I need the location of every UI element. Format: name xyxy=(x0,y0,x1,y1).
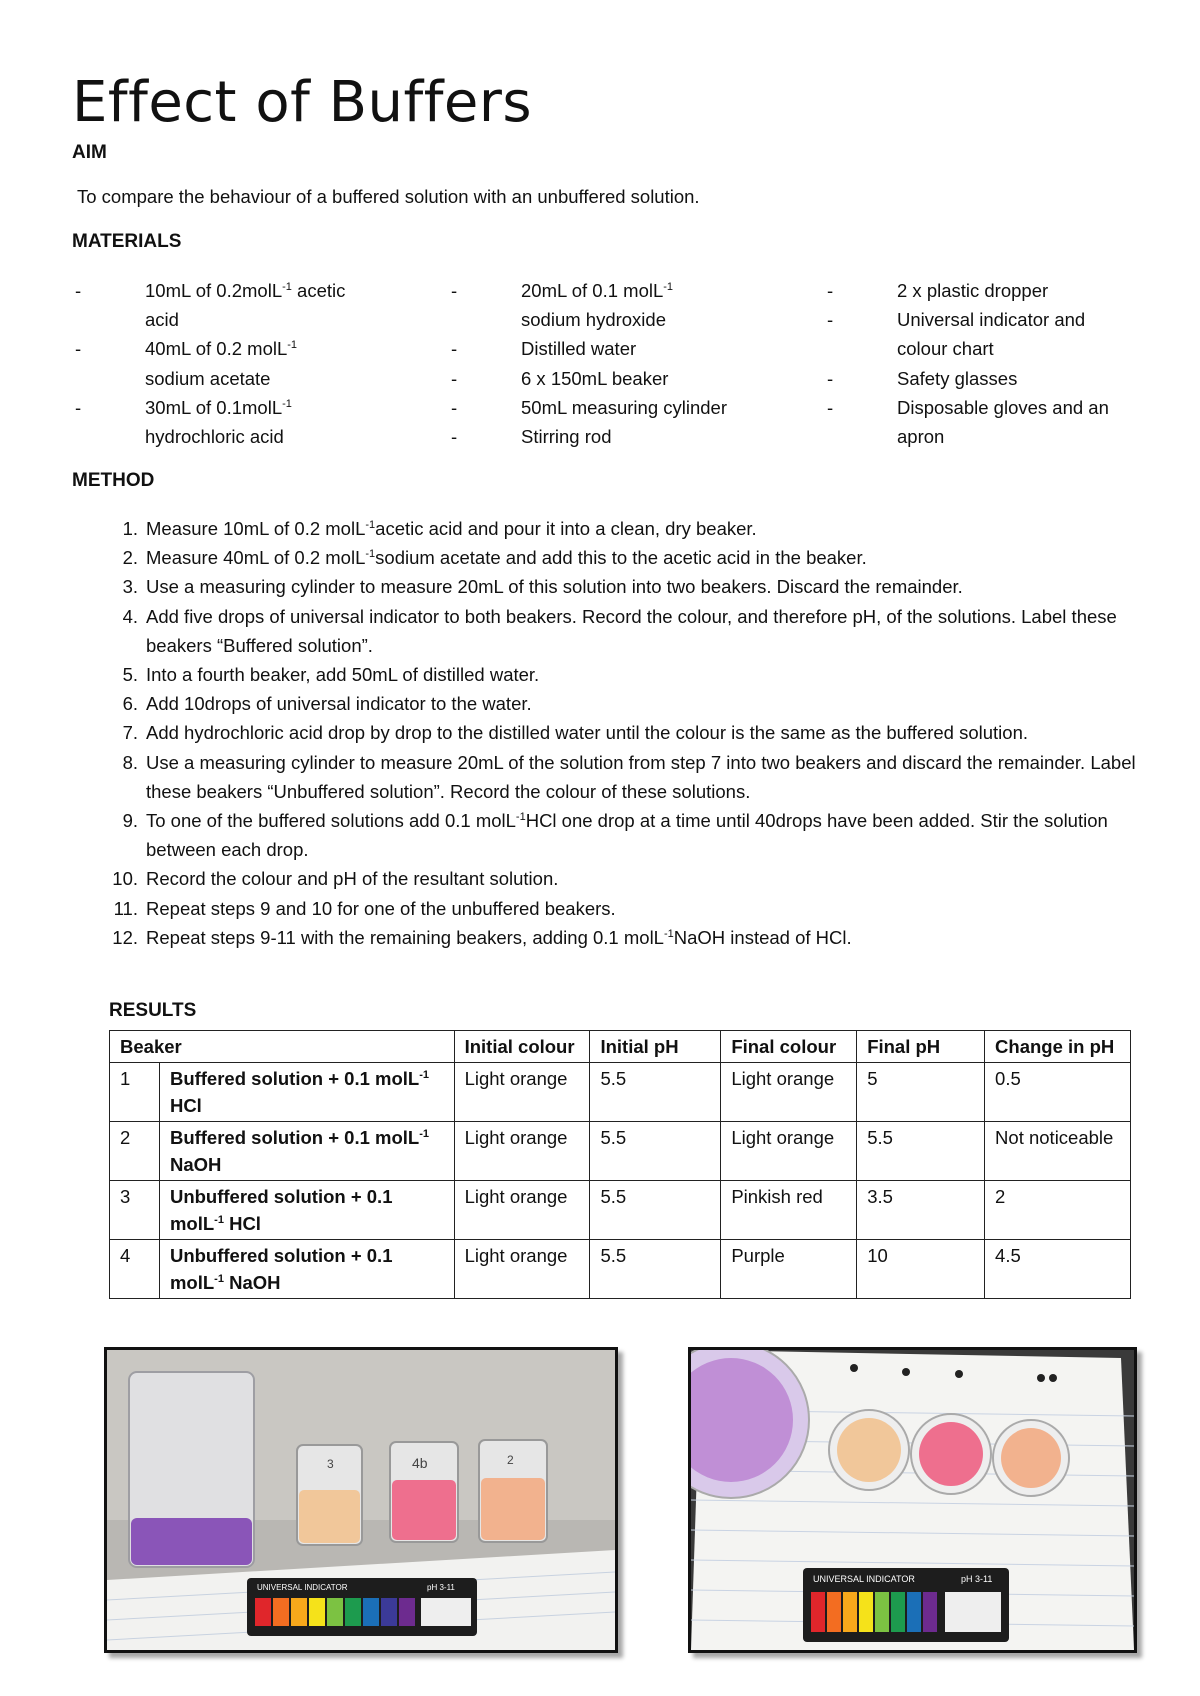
step-text: Repeat steps 9-11 with the remaining beakers, adding 0.1 molL$^{-1}$NaOH instead of HCl. xyxy=(146,926,852,948)
beaker-number: 4 xyxy=(110,1240,160,1299)
materials-item xyxy=(860,393,1160,451)
table-row xyxy=(110,1122,1131,1181)
materials-item xyxy=(860,364,1160,393)
photo-beakers-side-view xyxy=(104,1347,618,1653)
method-heading: METHOD xyxy=(72,470,155,491)
superscript: -1 xyxy=(282,280,292,293)
superscript: -1 xyxy=(287,339,298,352)
superscript: -1 xyxy=(214,1272,224,1285)
step-number: 2. xyxy=(122,547,138,569)
results-heading: RESULTS xyxy=(109,1000,197,1021)
method-step xyxy=(104,923,1144,952)
photo-beakers-side-illustration xyxy=(107,1350,615,1650)
step-number: 3. xyxy=(122,576,138,598)
superscript: -1 xyxy=(365,548,376,561)
superscript: -1 xyxy=(663,280,674,293)
method-step xyxy=(104,718,1144,747)
step-text: Measure 10mL of 0.2 molL$^{-1}$acetic acid and pour it into a clean, dry beaker. xyxy=(146,518,757,539)
aim-text: To compare the behaviour of a buffered solution with an unbuffered solution. xyxy=(77,186,700,207)
initial-ph-cell: 5.5 xyxy=(590,1181,721,1240)
change-ph-cell: 4.5 xyxy=(985,1240,1131,1299)
photo-beakers-top-illustration xyxy=(691,1350,1134,1650)
header-final-colour: Final colour xyxy=(721,1031,857,1063)
material-text: Disposable gloves and an xyxy=(897,396,1109,418)
method-step xyxy=(104,864,1144,893)
materials-column-3 xyxy=(860,276,1160,451)
beaker-number: 3 xyxy=(110,1181,160,1240)
materials-item xyxy=(108,334,408,392)
material-text-line2: sodium hydroxide xyxy=(521,309,666,331)
material-text: 30mL of 0.1molL xyxy=(145,396,283,418)
material-text: Distilled water xyxy=(521,338,637,360)
initial-colour-cell: Light orange xyxy=(454,1063,590,1122)
initial-colour-cell: Light orange xyxy=(454,1122,590,1181)
materials-item xyxy=(484,364,784,393)
step-number: 7. xyxy=(122,722,138,744)
initial-colour-cell: Light orange xyxy=(454,1181,590,1240)
table-row xyxy=(110,1063,1131,1122)
material-text-line2: hydrochloric acid xyxy=(145,426,284,448)
chart-label-2: UNIVERSAL INDICATOR xyxy=(813,1574,915,1584)
step-number: 1. xyxy=(122,518,138,539)
step-number: 8. xyxy=(122,751,138,773)
beaker-description: Unbuffered solution + 0.1 molL$^{-1}$ NaOH xyxy=(159,1240,454,1299)
materials-item xyxy=(484,276,784,334)
step-text: Add hydrochloric acid drop by drop to the distilled water until the colour is the same as the buffered solution. xyxy=(146,722,1028,744)
superscript: -1 xyxy=(365,518,376,531)
method-list xyxy=(104,514,1144,952)
beaker-description: Unbuffered solution + 0.1 molL$^{-1}$ HCl xyxy=(159,1181,454,1240)
material-text: 50mL measuring cylinder xyxy=(521,396,727,418)
method-step xyxy=(104,806,1144,864)
material-text-line2: acid xyxy=(145,309,179,331)
superscript: -1 xyxy=(515,810,526,823)
header-final-ph: Final pH xyxy=(857,1031,985,1063)
step-number: 9. xyxy=(122,810,138,832)
material-text: 40mL of 0.2 molL xyxy=(145,338,288,360)
header-initial-ph: Initial pH xyxy=(590,1031,721,1063)
material-text: 20mL of 0.1 molL xyxy=(521,280,664,301)
materials-column-1 xyxy=(108,276,408,451)
step-text: Use a measuring cylinder to measure 20mL of this solution into two beakers. Discard the remainder. xyxy=(146,576,963,598)
method-step xyxy=(104,894,1144,923)
method-step xyxy=(104,543,1144,572)
material-text: 6 x 150mL beaker xyxy=(521,367,669,389)
change-ph-cell: 2 xyxy=(985,1181,1131,1240)
table-row xyxy=(110,1181,1131,1240)
beaker-label-2: 2 xyxy=(507,1453,514,1467)
final-ph-cell: 5 xyxy=(857,1063,985,1122)
method-step xyxy=(104,748,1144,806)
chart-ph-1: pH 3-11 xyxy=(427,1583,455,1592)
material-text: 2 x plastic dropper xyxy=(897,280,1049,301)
final-colour-cell: Light orange xyxy=(721,1063,857,1122)
materials-column-2 xyxy=(484,276,784,451)
superscript: -1 xyxy=(663,927,674,940)
superscript: -1 xyxy=(419,1127,429,1140)
material-text: acetic xyxy=(291,280,346,301)
step-number: 5. xyxy=(122,664,138,686)
change-ph-cell: 0.5 xyxy=(985,1063,1131,1122)
beaker-number: 2 xyxy=(110,1122,160,1181)
materials-item xyxy=(484,334,784,363)
materials-heading: MATERIALS xyxy=(72,231,182,252)
step-text: To one of the buffered solutions add 0.1 molL$^{-1}$HCl one drop at a time until 40drops have been added. Stir the solution between each drop. xyxy=(146,810,1108,861)
beaker-label-3: 3 xyxy=(327,1457,334,1471)
final-colour-cell: Purple xyxy=(721,1240,857,1299)
header-beaker: Beaker xyxy=(110,1031,455,1063)
final-colour-cell: Pinkish red xyxy=(721,1181,857,1240)
final-ph-cell: 3.5 xyxy=(857,1181,985,1240)
step-text: Add 10drops of universal indicator to the water. xyxy=(146,693,532,715)
page-title: Effect of Buffers xyxy=(72,70,533,135)
header-initial-colour: Initial colour xyxy=(454,1031,590,1063)
step-text: Add five drops of universal indicator to both beakers. Record the colour, and therefore pH, of the solutions. Label these beakers “Buffered solution”. xyxy=(146,605,1117,656)
change-ph-cell: Not noticeable xyxy=(985,1122,1131,1181)
materials-item xyxy=(484,393,784,422)
chart-label-1: UNIVERSAL INDICATOR xyxy=(257,1583,348,1592)
table-row xyxy=(110,1240,1131,1299)
step-text: Repeat steps 9 and 10 for one of the unbuffered beakers. xyxy=(146,897,616,919)
chart-ph-2: pH 3-11 xyxy=(961,1574,993,1584)
step-text: Record the colour and pH of the resultant solution. xyxy=(146,868,559,890)
material-text-line2: colour chart xyxy=(897,338,994,360)
aim-heading: AIM xyxy=(72,142,107,163)
step-text: Into a fourth beaker, add 50mL of distilled water. xyxy=(146,664,540,686)
results-header-row xyxy=(110,1031,1131,1063)
initial-colour-cell: Light orange xyxy=(454,1240,590,1299)
method-step xyxy=(104,660,1144,689)
material-text: 10mL of 0.2molL xyxy=(145,280,283,301)
materials-item xyxy=(484,422,784,451)
final-ph-cell: 5.5 xyxy=(857,1122,985,1181)
materials-item xyxy=(108,276,408,334)
materials-item xyxy=(108,393,408,451)
beaker-number: 1 xyxy=(110,1063,160,1122)
results-table xyxy=(109,1030,1131,1299)
step-number: 12. xyxy=(112,926,138,948)
initial-ph-cell: 5.5 xyxy=(590,1122,721,1181)
step-number: 6. xyxy=(122,693,138,715)
superscript: -1 xyxy=(214,1213,224,1226)
material-text-line2: sodium acetate xyxy=(145,367,271,389)
step-text: Measure 40mL of 0.2 molL$^{-1}$sodium acetate and add this to the acetic acid in the beaker. xyxy=(146,547,867,569)
material-text: Safety glasses xyxy=(897,367,1018,389)
materials-item xyxy=(860,305,1160,363)
initial-ph-cell: 5.5 xyxy=(590,1063,721,1122)
method-step xyxy=(104,514,1144,543)
beaker-description: Buffered solution + 0.1 molL$^{-1}$ HCl xyxy=(159,1063,454,1122)
materials-item xyxy=(860,276,1160,305)
step-number: 4. xyxy=(122,605,138,627)
material-text: Stirring rod xyxy=(521,426,612,448)
superscript: -1 xyxy=(419,1068,429,1081)
step-text: Use a measuring cylinder to measure 20mL of the solution from step 7 into two beakers and discard the remainder. Label these beakers “Unbuffered solution”. Record the colour of these solutions. xyxy=(146,751,1136,802)
step-number: 11. xyxy=(113,897,138,919)
beaker-label-4b: 4b xyxy=(412,1455,428,1471)
photo-beakers-top-view xyxy=(688,1347,1137,1653)
method-step xyxy=(104,602,1144,660)
step-number: 10. xyxy=(112,868,138,890)
method-step xyxy=(104,572,1144,601)
material-text: Universal indicator and xyxy=(897,309,1086,331)
method-step xyxy=(104,689,1144,718)
initial-ph-cell: 5.5 xyxy=(590,1240,721,1299)
beaker-description: Buffered solution + 0.1 molL$^{-1}$ NaOH xyxy=(159,1122,454,1181)
final-ph-cell: 10 xyxy=(857,1240,985,1299)
header-change-ph: Change in pH xyxy=(985,1031,1131,1063)
superscript: -1 xyxy=(282,397,292,410)
final-colour-cell: Light orange xyxy=(721,1122,857,1181)
material-text-line2: apron xyxy=(897,426,945,448)
